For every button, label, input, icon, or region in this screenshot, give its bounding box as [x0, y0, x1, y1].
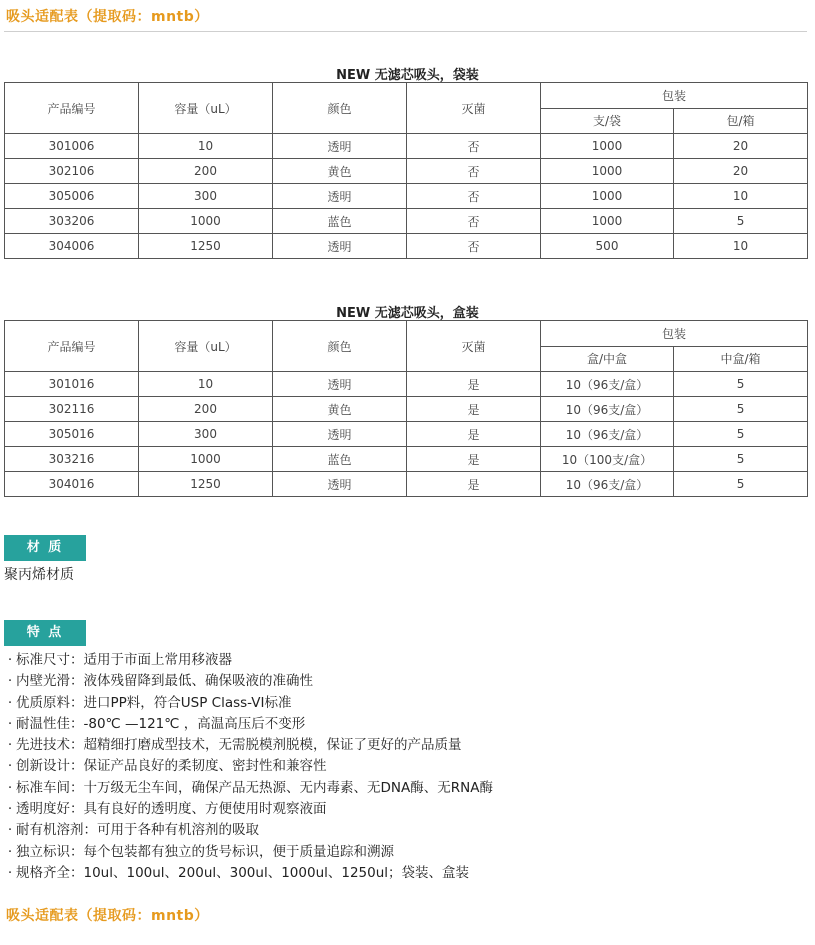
table-row: [5, 159, 808, 184]
list-item: [4, 756, 493, 777]
box-table-title: NEW 无滤芯吸头，盒装: [336, 306, 479, 321]
bullet-dot: ·: [7, 864, 13, 881]
cell-sterile: 是: [407, 397, 541, 422]
cell-pack1: 10（96支/盒）: [541, 472, 674, 497]
cell-volume: 1000: [139, 209, 273, 234]
cell-pack2: 10: [674, 184, 808, 209]
cell-pack1: 1000: [541, 159, 674, 184]
cell-color: 透明: [273, 234, 407, 259]
col-header-sterile: 灭菌: [407, 321, 541, 372]
bag-table-title: NEW 无滤芯吸头，袋装: [336, 68, 479, 83]
cell-pack1: 1000: [541, 184, 674, 209]
cell-sterile: 是: [407, 372, 541, 397]
cell-sterile: 否: [407, 184, 541, 209]
cell-volume: 10: [139, 372, 273, 397]
table-row: [5, 472, 808, 497]
cell-code: 303216: [5, 447, 139, 472]
table-row: [5, 372, 808, 397]
cell-sterile: 否: [407, 234, 541, 259]
page-header-title: 吸头适配表（提取码：mntb）: [6, 9, 209, 25]
col-header-cartons-per-case: 中盒/箱: [674, 346, 808, 372]
table-row: [5, 184, 808, 209]
features-section-tag: 特 点: [4, 620, 86, 646]
cell-sterile: 是: [407, 472, 541, 497]
bullet-dot: ·: [7, 652, 13, 668]
cell-pack1: 500: [541, 234, 674, 259]
col-header-sterile: 灭菌: [407, 83, 541, 134]
col-header-boxes-per-carton: 盒/中盒: [541, 346, 674, 372]
col-header-volume: 容量（uL）: [139, 321, 273, 372]
feature-text: 耐温性佳：-80℃ —121℃ ，高温高压后不变形: [16, 715, 306, 732]
cell-pack2: 20: [674, 159, 808, 184]
table-row: [5, 422, 808, 447]
col-header-bags-per-case: 包/箱: [674, 108, 808, 134]
feature-text: 先进技术：超精细打磨成型技术，无需脱模剂脱模，保证了更好的产品质量: [16, 737, 462, 754]
col-header-pack-per-bag: 支/袋: [541, 108, 674, 134]
cell-code: 302116: [5, 397, 139, 422]
cell-color: 透明: [273, 134, 407, 159]
cell-pack2: 5: [674, 422, 808, 447]
feature-text: 创新设计：保证产品良好的柔韧度、密封性和兼容性: [16, 758, 327, 775]
cell-code: 303206: [5, 209, 139, 234]
cell-code: 301016: [5, 372, 139, 397]
feature-text: 优质原料：进口PP料，符合USP Class-VI标准: [16, 694, 292, 711]
list-item: [4, 820, 493, 841]
col-header-color: 颜色: [273, 321, 407, 372]
bullet-dot: ·: [7, 801, 13, 818]
cell-pack1: 10（96支/盒）: [541, 397, 674, 422]
material-text: 聚丙烯材质: [4, 567, 74, 583]
cell-code: 305006: [5, 184, 139, 209]
bullet-dot: ·: [7, 779, 13, 796]
cell-sterile: 否: [407, 209, 541, 234]
col-header-packaging: 包装: [541, 83, 808, 109]
bullet-dot: ·: [7, 673, 13, 690]
list-item: [4, 650, 493, 671]
footer-title: 吸头适配表（提取码：mntb）: [6, 908, 209, 924]
cell-color: 透明: [273, 472, 407, 497]
cell-pack2: 10: [674, 234, 808, 259]
cell-color: 蓝色: [273, 447, 407, 472]
table-row: [5, 447, 808, 472]
box-spec-table: [4, 320, 808, 497]
cell-volume: 1000: [139, 447, 273, 472]
cell-color: 透明: [273, 372, 407, 397]
bullet-dot: ·: [7, 737, 13, 754]
feature-text: 标准尺寸：适用于市面上常用移液器: [16, 652, 232, 668]
cell-pack2: 5: [674, 397, 808, 422]
cell-pack1: 10（100支/盒）: [541, 447, 674, 472]
list-item: [4, 799, 493, 820]
feature-text: 独立标识：每个包装都有独立的货号标识，便于质量追踪和溯源: [16, 843, 394, 860]
feature-text: 透明度好：具有良好的透明度、方便使用时观察液面: [16, 801, 327, 818]
cell-volume: 10: [139, 134, 273, 159]
cell-volume: 200: [139, 159, 273, 184]
feature-text: 规格齐全：10ul、100ul、200ul、300ul、1000ul、1250ul；袋装、盒装: [16, 864, 470, 881]
material-section-tag: 材 质: [4, 535, 86, 561]
cell-volume: 300: [139, 422, 273, 447]
cell-code: 302106: [5, 159, 139, 184]
cell-code: 304006: [5, 234, 139, 259]
cell-code: 301006: [5, 134, 139, 159]
cell-color: 黄色: [273, 159, 407, 184]
feature-text: 内壁光滑：液体残留降到最低、确保吸液的准确性: [16, 673, 313, 690]
list-item: [4, 671, 493, 692]
cell-pack2: 5: [674, 372, 808, 397]
cell-sterile: 是: [407, 422, 541, 447]
table-row: [5, 234, 808, 259]
bullet-dot: ·: [7, 822, 13, 839]
cell-sterile: 否: [407, 159, 541, 184]
header-divider: [4, 31, 807, 32]
col-header-packaging: 包装: [541, 321, 808, 347]
cell-volume: 200: [139, 397, 273, 422]
cell-code: 304016: [5, 472, 139, 497]
col-header-code: 产品编号: [5, 83, 139, 134]
cell-color: 黄色: [273, 397, 407, 422]
cell-volume: 300: [139, 184, 273, 209]
col-header-code: 产品编号: [5, 321, 139, 372]
cell-sterile: 是: [407, 447, 541, 472]
cell-color: 蓝色: [273, 209, 407, 234]
cell-pack2: 20: [674, 134, 808, 159]
table-row: [5, 209, 808, 234]
cell-pack1: 10（96支/盒）: [541, 372, 674, 397]
cell-pack2: 5: [674, 472, 808, 497]
list-item: [4, 778, 493, 799]
features-list: [4, 650, 493, 884]
list-item: [4, 714, 493, 735]
feature-text: 标准车间：十万级无尘车间，确保产品无热源、无内毒素、无DNA酶、无RNA酶: [16, 779, 493, 796]
cell-pack1: 1000: [541, 134, 674, 159]
table-row: [5, 134, 808, 159]
bullet-dot: ·: [7, 694, 13, 711]
bullet-dot: ·: [7, 843, 13, 860]
cell-pack1: 1000: [541, 209, 674, 234]
col-header-volume: 容量（uL）: [139, 83, 273, 134]
cell-pack2: 5: [674, 447, 808, 472]
bag-spec-table: [4, 82, 808, 259]
cell-volume: 1250: [139, 472, 273, 497]
cell-pack1: 10（96支/盒）: [541, 422, 674, 447]
col-header-color: 颜色: [273, 83, 407, 134]
list-item: [4, 842, 493, 863]
table-row: [5, 397, 808, 422]
list-item: [4, 863, 493, 884]
cell-color: 透明: [273, 422, 407, 447]
list-item: [4, 693, 493, 714]
cell-volume: 1250: [139, 234, 273, 259]
cell-code: 305016: [5, 422, 139, 447]
feature-text: 耐有机溶剂：可用于各种有机溶剂的吸取: [16, 822, 259, 839]
cell-sterile: 否: [407, 134, 541, 159]
cell-pack2: 5: [674, 209, 808, 234]
bullet-dot: ·: [7, 715, 13, 732]
cell-color: 透明: [273, 184, 407, 209]
bullet-dot: ·: [7, 758, 13, 775]
list-item: [4, 735, 493, 756]
